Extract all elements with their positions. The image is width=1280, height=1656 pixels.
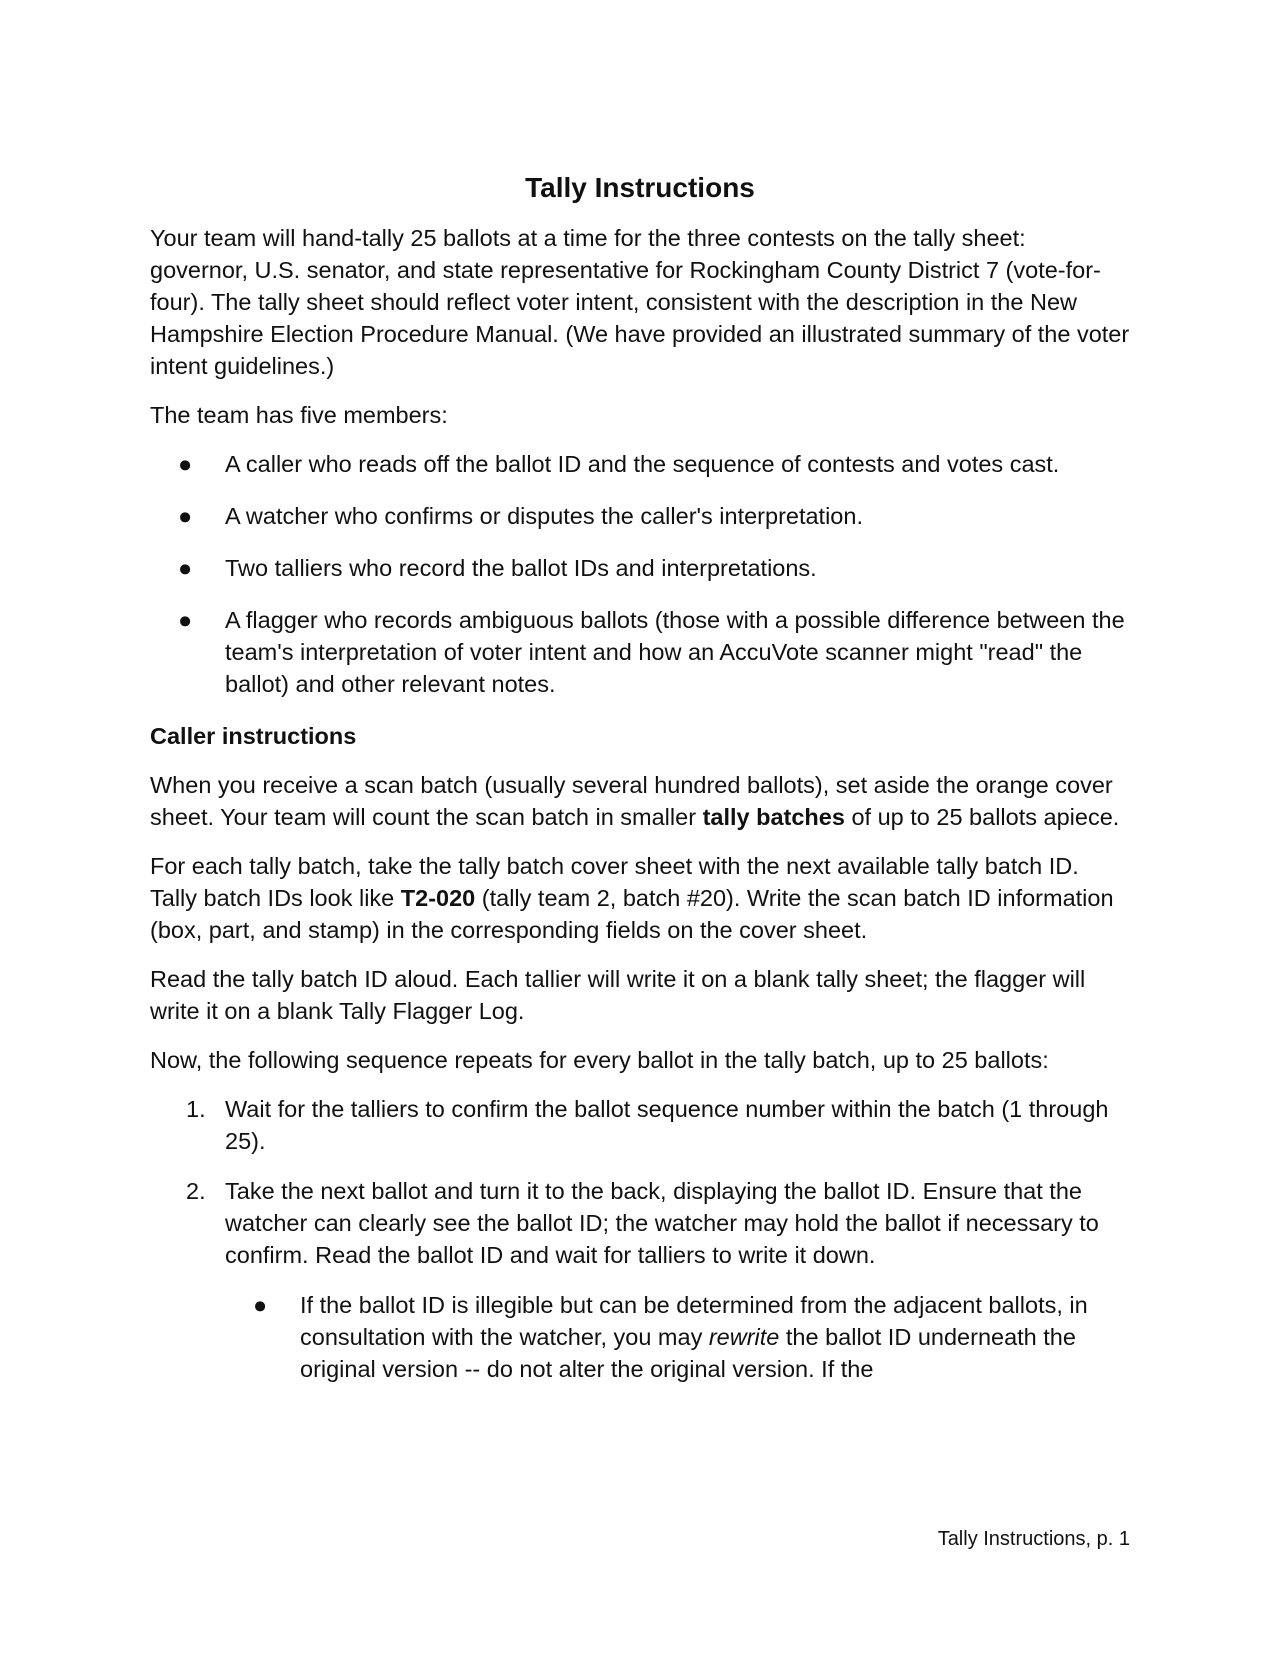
bullet-icon: ● (253, 1292, 268, 1318)
text-span: (tally team 2, batch #20). Write the scan batch ID information (box, part, and stamp) in the corresponding fields on the cover sheet. (150, 885, 1114, 943)
rewrite-emphasis: rewrite (708, 1324, 780, 1350)
step-number: 2. (186, 1178, 206, 1204)
caller-heading: Caller instructions (150, 723, 357, 749)
page-title: Tally Instructions (525, 172, 755, 203)
list-item (150, 1175, 1130, 1385)
document-page (150, 170, 1130, 1403)
bullet-icon: ● (178, 607, 193, 633)
list-item (150, 552, 1130, 584)
text-span: For each tally batch, take the tally batch cover sheet with the next available tally batch ID. Tally batch IDs look like (150, 853, 1079, 911)
list-item (225, 1289, 1130, 1385)
member-talliers-text: Two talliers who record the ballot IDs and interpretations. (225, 555, 817, 581)
page-footer: Tally Instructions, p. 1 (937, 1528, 1130, 1550)
member-watcher-text: A watcher who confirms or disputes the caller's interpretation. (225, 503, 863, 529)
step-text: Wait for the talliers to confirm the ballot sequence number within the batch (1 through 25). (225, 1096, 1109, 1154)
text-span: of up to 25 ballots apiece. (844, 804, 1120, 830)
list-item (150, 604, 1130, 700)
caller-paragraph-2 (150, 850, 1130, 946)
intro-paragraph: Your team will hand-tally 25 ballots at a time for the three contests on the tally sheet: governor, U.S. senator, and state representative for Rockingham County District 7 (vote-for-four). The tally sheet should reflect voter intent, consistent with the description in the New Hampshire Election Procedure Manual. (We have provided an illustrated summary of the voter intent guidelines.) (150, 225, 1130, 379)
tally-batches-term: tally batches (702, 804, 845, 830)
sub-list (225, 1289, 1130, 1385)
text-span: When you receive a scan batch (usually several hundred ballots), set aside the orange cover sheet. Your team will count the scan batch in smaller (150, 772, 1113, 830)
member-list (150, 448, 1130, 700)
caller-paragraph-1 (150, 769, 1130, 833)
caller-paragraph-3: Read the tally batch ID aloud. Each tallier will write it on a blank tally sheet; the flagger will write it on a blank Tally Flagger Log. (150, 966, 1086, 1024)
bullet-icon: ● (178, 451, 193, 477)
bullet-icon: ● (178, 503, 193, 529)
batch-id-example: T2-020 (400, 885, 476, 911)
member-caller-text: A caller who reads off the ballot ID and the sequence of contests and votes cast. (225, 451, 1060, 477)
text-span: If the ballot ID is illegible but can be determined from the adjacent ballots, in consultation with the watcher, you may (300, 1292, 1088, 1350)
step-list (150, 1093, 1130, 1385)
list-item (150, 1093, 1130, 1157)
caller-paragraph-4: Now, the following sequence repeats for every ballot in the tally batch, up to 25 ballots: (150, 1047, 1049, 1073)
list-item (150, 448, 1130, 480)
member-flagger-text: A flagger who records ambiguous ballots (those with a possible difference between the team's interpretation of voter intent and how an AccuVote scanner might "read" the ballot) and other relevant notes. (225, 607, 1125, 697)
text-span: the ballot ID underneath the original version -- do not alter the original version. If the (300, 1324, 1076, 1382)
list-item (150, 500, 1130, 532)
bullet-icon: ● (178, 555, 193, 581)
step-text: Take the next ballot and turn it to the back, displaying the ballot ID. Ensure that the watcher can clearly see the ballot ID; the watcher may hold the ballot if necessary to confirm. Read the ballot ID and wait for talliers to write it down. (225, 1178, 1099, 1268)
step-number: 1. (186, 1096, 206, 1122)
team-intro: The team has five members: (150, 402, 448, 428)
